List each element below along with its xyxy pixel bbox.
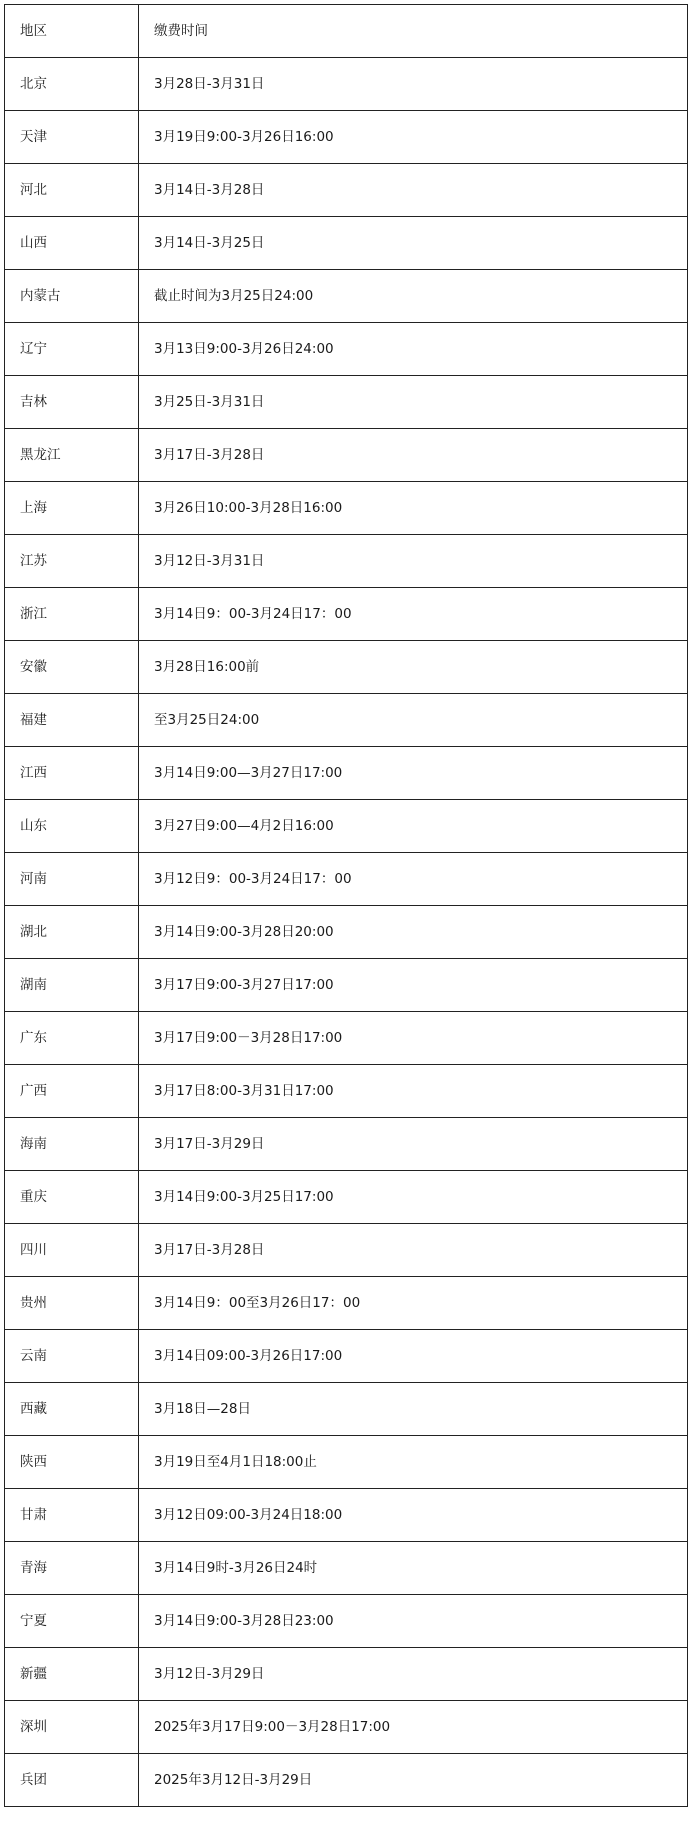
table-row: [5, 1224, 688, 1277]
table-row: [5, 906, 688, 959]
region-cell: 甘肃: [5, 1489, 139, 1542]
payment-time-cell: 3月14日9：00-3月24日17：00: [139, 588, 688, 641]
table-row: [5, 1012, 688, 1065]
table-row: [5, 800, 688, 853]
region-cell: 云南: [5, 1330, 139, 1383]
table-row: [5, 1330, 688, 1383]
table-row: [5, 1277, 688, 1330]
region-cell: 海南: [5, 1118, 139, 1171]
table-row: [5, 959, 688, 1012]
payment-time-cell: 3月28日-3月31日: [139, 58, 688, 111]
region-cell: 贵州: [5, 1277, 139, 1330]
payment-time-cell: 3月14日09:00-3月26日17:00: [139, 1330, 688, 1383]
payment-time-cell: 3月28日16:00前: [139, 641, 688, 694]
payment-time-cell: 3月19日至4月1日18:00止: [139, 1436, 688, 1489]
payment-time-cell: 3月14日9:00-3月28日20:00: [139, 906, 688, 959]
region-cell: 广东: [5, 1012, 139, 1065]
header-payment-time: 缴费时间: [139, 5, 688, 58]
payment-time-cell: 3月12日09:00-3月24日18:00: [139, 1489, 688, 1542]
region-cell: 青海: [5, 1542, 139, 1595]
region-cell: 广西: [5, 1065, 139, 1118]
region-cell: 西藏: [5, 1383, 139, 1436]
payment-time-cell: 3月17日9:00-3月27日17:00: [139, 959, 688, 1012]
header-region: 地区: [5, 5, 139, 58]
table-row: [5, 111, 688, 164]
table-row: [5, 1542, 688, 1595]
table-row: [5, 1383, 688, 1436]
payment-time-cell: 3月12日-3月31日: [139, 535, 688, 588]
table-row: [5, 164, 688, 217]
region-cell: 上海: [5, 482, 139, 535]
payment-time-cell: 3月14日9:00-3月28日23:00: [139, 1595, 688, 1648]
payment-time-cell: 3月25日-3月31日: [139, 376, 688, 429]
region-cell: 山西: [5, 217, 139, 270]
table-row: [5, 1171, 688, 1224]
region-cell: 天津: [5, 111, 139, 164]
region-cell: 河北: [5, 164, 139, 217]
table-row: [5, 535, 688, 588]
table-header-row: [5, 5, 688, 58]
region-cell: 北京: [5, 58, 139, 111]
region-cell: 兵团: [5, 1754, 139, 1807]
payment-time-cell: 3月17日-3月29日: [139, 1118, 688, 1171]
table-row: [5, 1489, 688, 1542]
payment-time-cell: 3月18日—28日: [139, 1383, 688, 1436]
region-cell: 浙江: [5, 588, 139, 641]
payment-time-cell: 3月12日9：00-3月24日17：00: [139, 853, 688, 906]
payment-time-cell: 3月17日8:00-3月31日17:00: [139, 1065, 688, 1118]
table-row: [5, 58, 688, 111]
payment-time-cell: 3月14日-3月28日: [139, 164, 688, 217]
table-row: [5, 1648, 688, 1701]
table-row: [5, 1595, 688, 1648]
region-cell: 江西: [5, 747, 139, 800]
region-cell: 深圳: [5, 1701, 139, 1754]
table-row: [5, 217, 688, 270]
region-cell: 河南: [5, 853, 139, 906]
payment-time-cell: 3月12日-3月29日: [139, 1648, 688, 1701]
payment-time-cell: 3月13日9:00-3月26日24:00: [139, 323, 688, 376]
region-cell: 湖南: [5, 959, 139, 1012]
region-cell: 湖北: [5, 906, 139, 959]
table-row: [5, 588, 688, 641]
table-row: [5, 694, 688, 747]
table-row: [5, 1701, 688, 1754]
payment-time-cell: 3月14日9:00—3月27日17:00: [139, 747, 688, 800]
region-cell: 新疆: [5, 1648, 139, 1701]
payment-time-cell: 3月14日9:00-3月25日17:00: [139, 1171, 688, 1224]
payment-time-cell: 2025年3月17日9:00－3月28日17:00: [139, 1701, 688, 1754]
table-row: [5, 323, 688, 376]
region-cell: 重庆: [5, 1171, 139, 1224]
table-row: [5, 747, 688, 800]
payment-time-cell: 3月27日9:00—4月2日16:00: [139, 800, 688, 853]
payment-time-cell: 3月17日-3月28日: [139, 1224, 688, 1277]
payment-time-cell: 3月17日9:00－3月28日17:00: [139, 1012, 688, 1065]
table-row: [5, 1436, 688, 1489]
payment-time-cell: 3月19日9:00-3月26日16:00: [139, 111, 688, 164]
region-cell: 山东: [5, 800, 139, 853]
region-cell: 宁夏: [5, 1595, 139, 1648]
payment-time-cell: 截止时间为3月25日24:00: [139, 270, 688, 323]
region-cell: 辽宁: [5, 323, 139, 376]
table-row: [5, 429, 688, 482]
table-row: [5, 641, 688, 694]
region-cell: 四川: [5, 1224, 139, 1277]
payment-time-cell: 3月14日9：00至3月26日17：00: [139, 1277, 688, 1330]
region-cell: 吉林: [5, 376, 139, 429]
table-row: [5, 376, 688, 429]
region-cell: 黑龙江: [5, 429, 139, 482]
region-cell: 江苏: [5, 535, 139, 588]
payment-time-cell: 3月14日9时-3月26日24时: [139, 1542, 688, 1595]
payment-time-cell: 至3月25日24:00: [139, 694, 688, 747]
payment-time-cell: 2025年3月12日-3月29日: [139, 1754, 688, 1807]
region-cell: 福建: [5, 694, 139, 747]
table-row: [5, 482, 688, 535]
table-row: [5, 1754, 688, 1807]
table-body: [5, 5, 688, 1807]
table-row: [5, 853, 688, 906]
payment-time-cell: 3月26日10:00-3月28日16:00: [139, 482, 688, 535]
payment-time-cell: 3月17日-3月28日: [139, 429, 688, 482]
table-row: [5, 1065, 688, 1118]
table-row: [5, 270, 688, 323]
payment-time-cell: 3月14日-3月25日: [139, 217, 688, 270]
table-row: [5, 1118, 688, 1171]
region-cell: 安徽: [5, 641, 139, 694]
payment-schedule-table: [4, 4, 688, 1807]
region-cell: 陕西: [5, 1436, 139, 1489]
region-cell: 内蒙古: [5, 270, 139, 323]
